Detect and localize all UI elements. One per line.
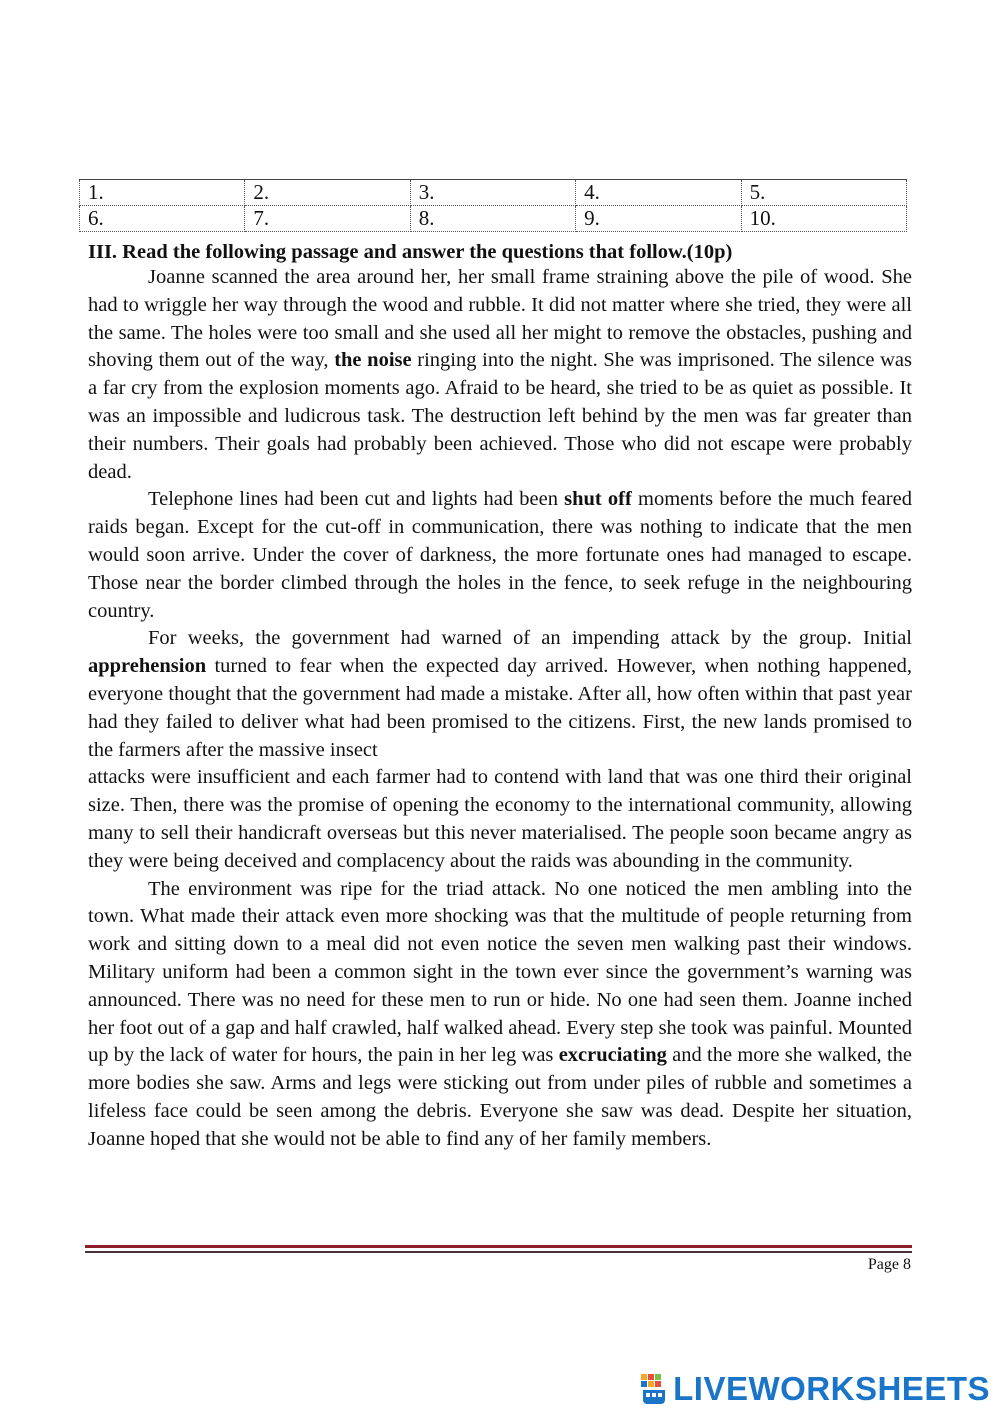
answer-row xyxy=(80,206,907,232)
passage-text: ringing into the night. She was imprisoned. The silence was a far cry from the explosion moments ago. Afraid to be heard, she tried to be as quiet as possible. It was an impossible and ludicrous task. The destruction left behind by the men was far greater than their numbers. Their goals had probably been achieved. Those who did not escape were probably dead. xyxy=(88,349,912,483)
answer-cell-4[interactable]: 4. xyxy=(576,180,741,206)
liveworksheets-logo-icon xyxy=(641,1374,669,1404)
vocab-word-shut-off: shut off xyxy=(564,488,632,511)
answer-cell-10[interactable]: 10. xyxy=(741,206,906,232)
passage-paragraph-3 xyxy=(88,625,912,764)
answer-grid xyxy=(79,179,907,232)
passage-paragraph-1 xyxy=(88,264,912,486)
liveworksheets-brand[interactable] xyxy=(641,1371,990,1407)
vocab-word-excruciating: excruciating xyxy=(558,1044,667,1067)
page-number: Page 8 xyxy=(867,1256,911,1273)
section-heading: III. Read the following passage and answer the questions that follow.(10p) xyxy=(88,241,733,263)
answer-cell-2[interactable]: 2. xyxy=(245,180,410,206)
answer-cell-7[interactable]: 7. xyxy=(245,206,410,232)
passage-paragraph-4 xyxy=(88,876,912,1154)
answer-cell-1[interactable]: 1. xyxy=(80,180,245,206)
passage-text: turned to fear when the expected day arrived. However, when nothing happened, everyone thought that the government had made a mistake. After all, how often within that past year had they failed to deliver what had been promised to the citizens. First, the new lands promised to the farmers after the massive insect xyxy=(88,655,912,761)
passage-text: moments before the much feared raids began. Except for the cut-off in communication, there was nothing to indicate that the men would soon arrive. Under the cover of darkness, the more fortunate ones had managed to escape. Those near the border climbed through the holes in the fence, to seek refuge in the neighbouring country. xyxy=(88,488,912,622)
answer-cell-3[interactable]: 3. xyxy=(410,180,575,206)
footer-divider xyxy=(85,1245,912,1248)
answer-cell-9[interactable]: 9. xyxy=(576,206,741,232)
passage-paragraph-2 xyxy=(88,486,912,625)
passage-text: and the more she walked, the more bodies she saw. Arms and legs were sticking out from under piles of rubble and sometimes a lifeless face could be seen among the debris. Everyone she saw was dead. Despite her situation, Joanne hoped that she would not be able to find any of her family members. xyxy=(88,1044,912,1150)
answer-cell-6[interactable]: 6. xyxy=(80,206,245,232)
reading-passage xyxy=(88,264,912,1154)
passage-text: Joanne scanned the area around her, her small frame straining above the pile of wood. She had to wriggle her way through the wood and rubble. It did not matter where she tried, they were all the same. The holes were too small and she used all her might to remove the obstacles, pushing and shoving them out of the way, xyxy=(88,266,912,372)
answer-cell-5[interactable]: 5. xyxy=(741,180,906,206)
vocab-word-apprehension: apprehension xyxy=(88,655,207,678)
passage-text: For weeks, the government had warned of an impending attack by the group. Initial xyxy=(148,627,912,650)
answer-row xyxy=(80,180,907,206)
passage-text: Telephone lines had been cut and lights had been xyxy=(148,488,565,511)
vocab-word-the-noise: the noise xyxy=(334,349,412,372)
brand-name: LIVEWORKSHEETS xyxy=(673,1370,990,1407)
passage-text: The environment was ripe for the triad attack. No one noticed the men ambling into the town. What made their attack even more shocking was that the multitude of people returning from work and sitting down to a meal did not even notice the seven men walking past their windows. Military uniform had been a common sight in the town ever since the government’s warning was announced. There was no need for these men to run or hide. No one had seen them. Joanne inched her foot out of a gap and half crawled, half walked ahead. Every step she took was painful. Mounted up by the lack of water for hours, the pain in her leg was xyxy=(88,877,912,1067)
passage-text: attacks were insufficient and each farmer had to contend with land that was one third their original size. Then, there was the promise of opening the economy to the international community, allowing many to sell their handicraft overseas but this never materialised. The people soon became angry as they were being deceived and complacency about the raids was abounding in the community. xyxy=(88,766,912,872)
footer-divider-secondary xyxy=(85,1251,912,1253)
passage-paragraph-3-continued xyxy=(88,764,912,875)
answer-cell-8[interactable]: 8. xyxy=(410,206,575,232)
